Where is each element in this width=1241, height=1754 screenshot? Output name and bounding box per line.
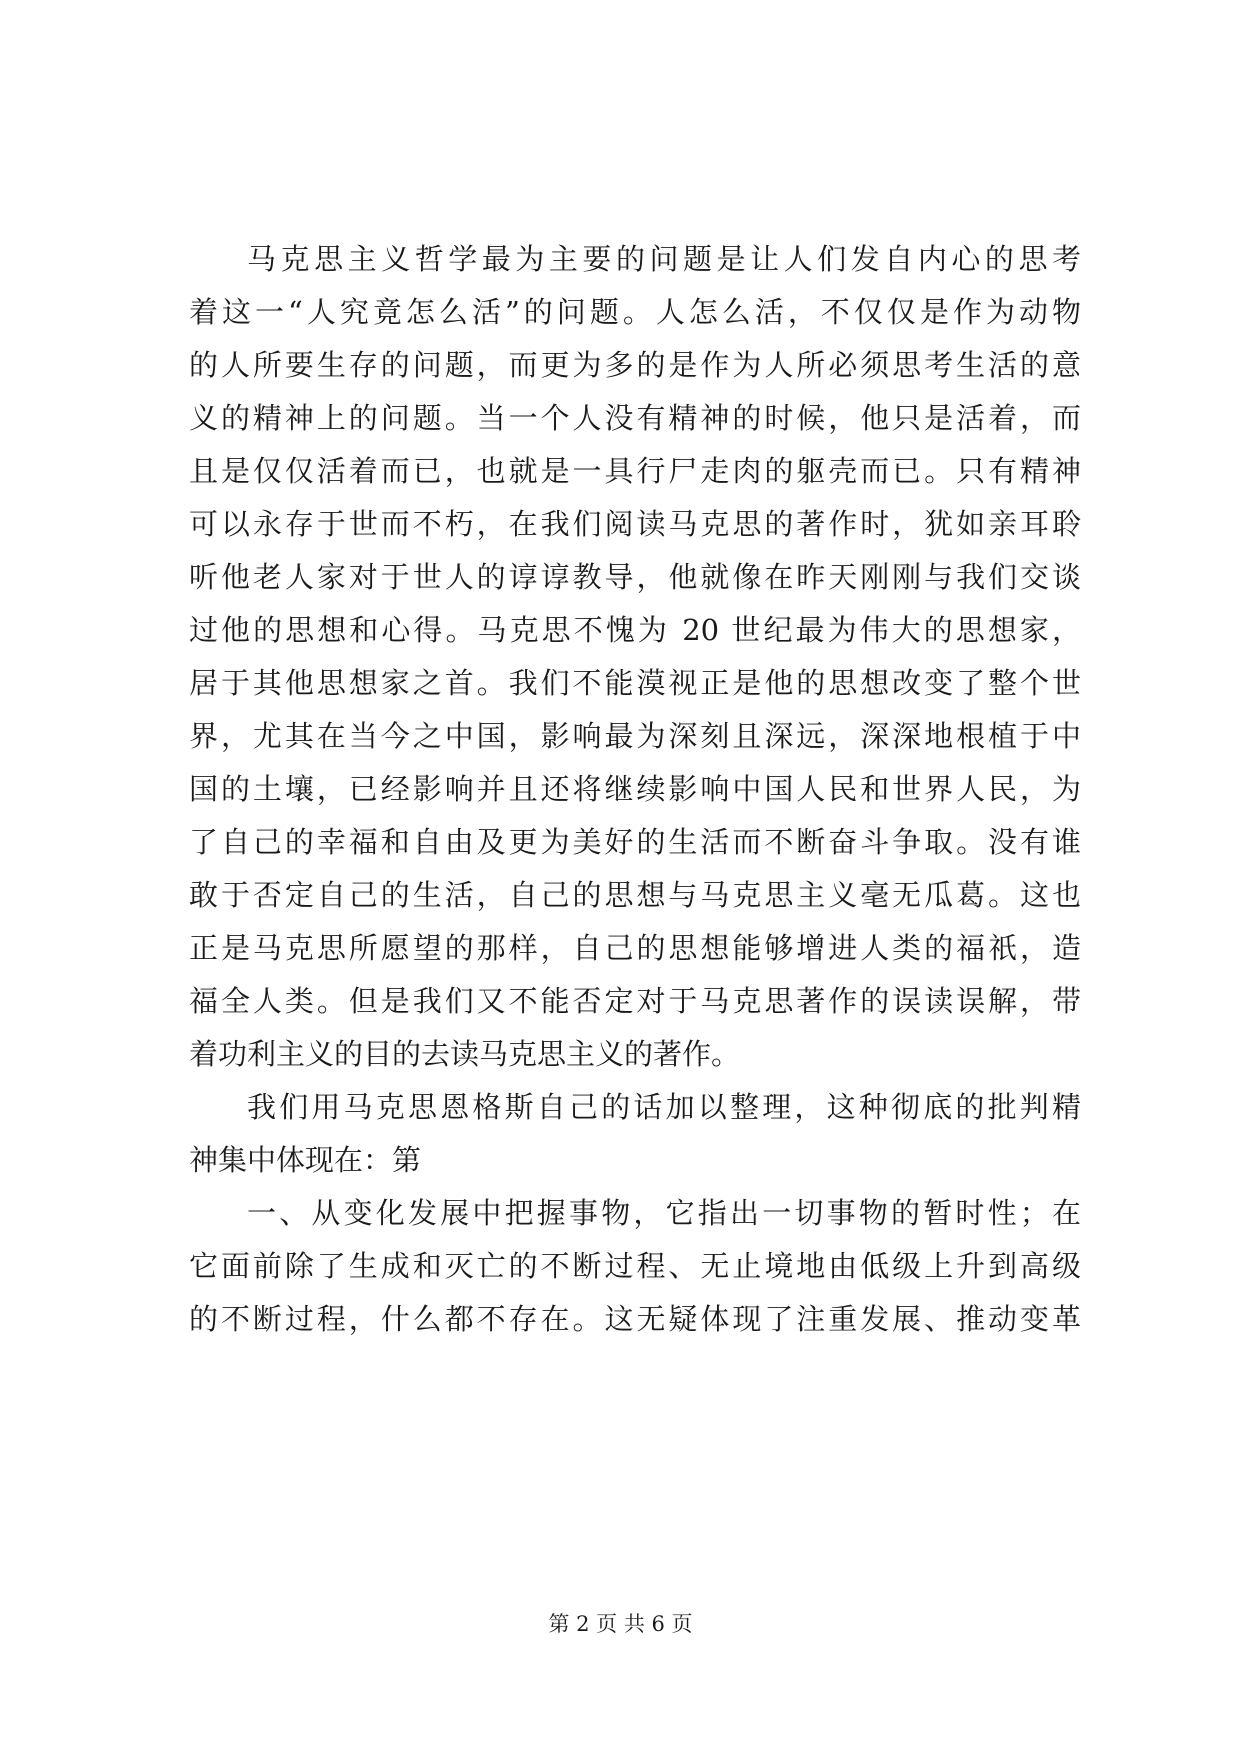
text-line: 正是马克思所愿望的那样，自己的思想能够增进人类的福祇，造 [189,931,1081,965]
text-line: 的不断过程，什么都不存在。这无疑体现了注重发展、推动变革 [189,1302,1081,1336]
text-line: 界，尤其在当今之中国，影响最为深刻且深远，深深地根植于中 [189,719,1081,753]
text-line: 敢于否定自己的生活，自己的思想与马克思主义毫无瓜葛。这也 [189,878,1081,912]
text-line: 居于其他思想家之首。我们不能漠视正是他的思想改变了整个世 [189,666,1081,700]
paragraph-2 [189,1081,1081,1187]
page-number-footer: 第 2 页 共 6 页 [548,1612,693,1636]
text-line: 马克思主义哲学最为主要的问题是让人们发自内心的思考 [247,242,1081,276]
text-line: 了自己的幸福和自由及更为美好的生活而不断奋斗争取。没有谁 [189,825,1081,859]
text-line: 且是仅仅活着而已，也就是一具行尸走肉的躯壳而已。只有精神 [189,454,1081,488]
paragraph-1 [189,233,1081,1081]
text-line: 过他的思想和心得。马克思不愧为 20 世纪最为伟大的思想家， [189,613,1081,647]
text-line: 可以永存于世而不朽，在我们阅读马克思的著作时，犹如亲耳聆 [189,507,1081,541]
text-line: 福全人类。但是我们又不能否定对于马克思著作的误读误解，带 [189,984,1081,1018]
text-line: 听他老人家对于世人的谆谆教导，他就像在昨天刚刚与我们交谈 [189,560,1081,594]
paragraph-3 [189,1187,1081,1346]
text-line: 义的精神上的问题。当一个人没有精神的时候，他只是活着，而 [189,401,1081,435]
text-line: 国的土壤，已经影响并且还将继续影响中国人民和世界人民，为 [189,772,1081,806]
text-line: 着功利主义的目的去读马克思主义的著作。 [189,1037,741,1071]
text-line: 神集中体现在：第 [189,1143,422,1177]
text-line: 它面前除了生成和灭亡的不断过程、无止境地由低级上升到高级 [189,1249,1081,1283]
text-line: 一、从变化发展中把握事物，它指出一切事物的暂时性；在 [247,1196,1081,1230]
document-body [189,233,1081,1346]
text-line: 着这一“人究竟怎么活”的问题。人怎么活，不仅仅是作为动物 [189,295,1081,329]
text-line: 的人所要生存的问题，而更为多的是作为人所必须思考生活的意 [189,348,1081,382]
text-line: 我们用马克思恩格斯自己的话加以整理，这种彻底的批判精 [247,1090,1081,1124]
